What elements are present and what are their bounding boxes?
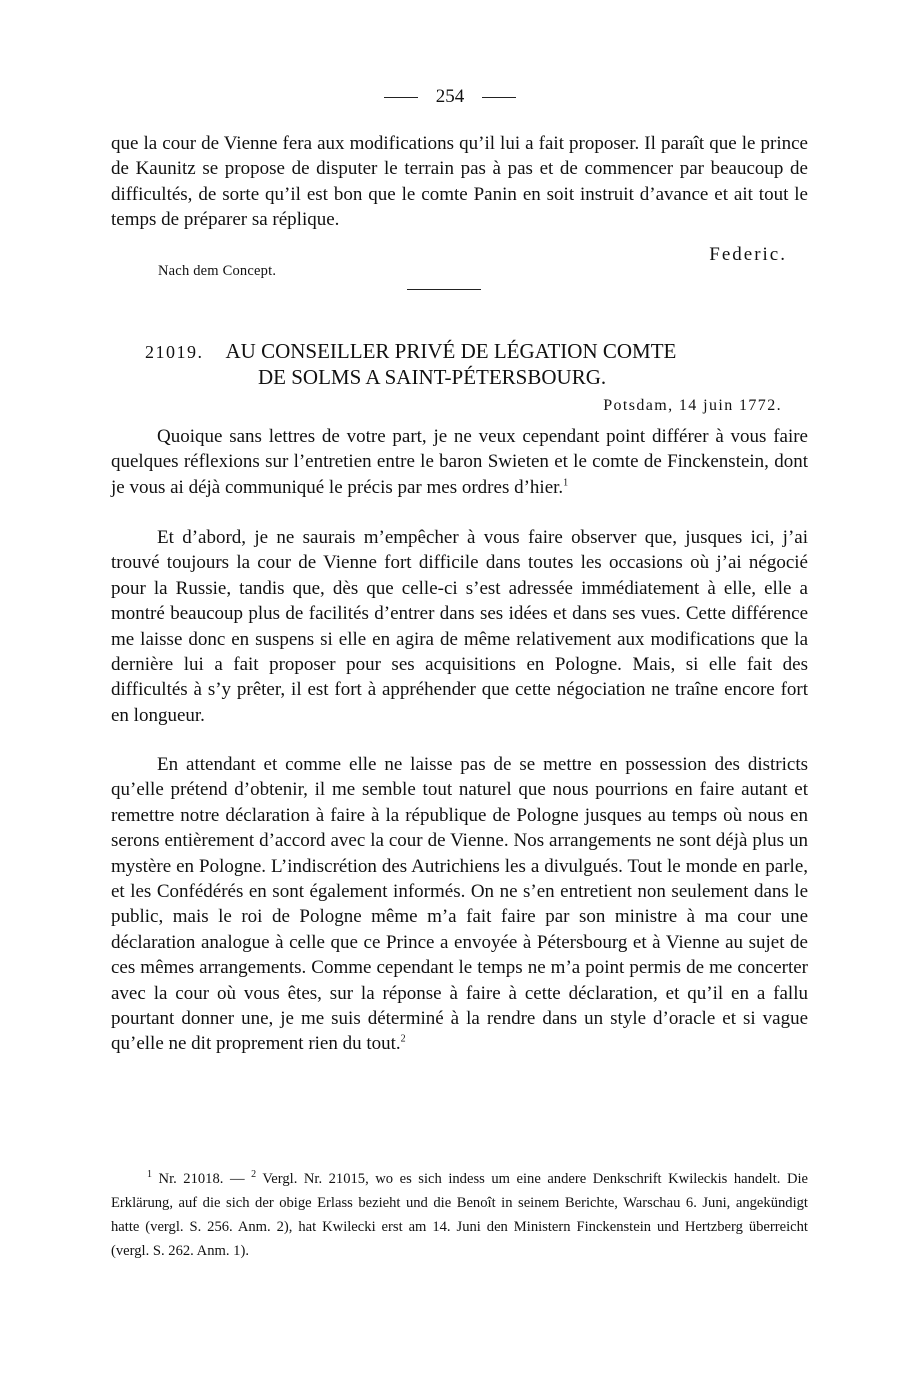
footnote-2: Vergl. Nr. 21015, wo es sich indess um eine andere Denkschrift Kwileckis handelt. Die Erklärung, auf die sich der obige Erlass bezieht und die Benoît in seinem Berichte, Warschau 6. Juni, angekündigt hatte (vergl. S. 256. Anm. 2), hat Kwilecki erst am 14. Juni den Ministern Finckenstein und Hertzberg überreicht (vergl. S. 262. Anm. 1). xyxy=(111,1171,809,1259)
signature: Federic. xyxy=(709,244,787,265)
paragraph-text: En attendant et comme elle ne laisse pas de se mettre en possession des districts qu’elle prétend d’obtenir, il me semble tout naturel que nous pourrions en faire autant et remettre notre déclaration à faire à la république de Pologne jusques au temps où nous en serons entièrement d’accord avec la cour de Vienne. Nos arrangements ne sont déjà plus un mystère en Pologne. L’indiscrétion des Autrichiens les a divulgués. Tout le monde en parle, et les Confédérés en sont également informés. On ne s’en entretient non seulement dans le public, mais le roi de Pologne même m’a fait faire par son ministre à ma cour une déclaration analogue à celle que ce Prince a envoyée à Pétersbourg et à Vienne au sujet de ces mêmes arrangements. Comme cependant le temps ne m’a point permis de me concerter avec la cour où vous êtes, sur la réponse à faire à cette déclaration, et qu’il en a fallu pourtant donner une, je me suis déterminé à la rendre dans un style d’oracle et si vague qu’elle ne dit proprement rien du tout. xyxy=(111,754,808,1055)
footnote-ref: 2 xyxy=(400,1034,406,1046)
heading-line-1: AU CONSEILLER PRIVÉ DE LÉGATION COMTE xyxy=(225,339,677,363)
footnote-1: Nr. 21018. — xyxy=(158,1171,245,1187)
dateline: Potsdam, 14 juin 1772. xyxy=(603,397,782,414)
footnote-mark-1: 1 xyxy=(147,1169,152,1181)
header-dash-right xyxy=(482,97,516,98)
footnote-ref: 1 xyxy=(563,477,569,489)
paragraph-text: Et d’abord, je ne saurais m’empêcher à vous faire observer que, jusques ici, j’ai trouvé toujours la cour de Vienne fort difficile dans toutes les occasions où j’ai négocié pour la Russie, tandis que, dès que celle-ci s’est adressée immédiatement à elle, elle a montré beaucoup plus de facilités d’entrer dans ses idées et dans ses vues. Cette différence me laisse donc en suspens si elle en agira de même relativement aux modifications que la dernière lui a fait proposer pour ses acquisitions en Pologne. Mais, si elle fait des difficultés à s’y prêter, il est fort à appréhender que cette négociation ne traîne encore fort en longueur. xyxy=(111,527,808,726)
source-note: Nach dem Concept. xyxy=(158,263,277,279)
header-dash-left xyxy=(384,97,418,98)
heading-line-2: DE SOLMS A SAINT-PÉTERSBOURG. xyxy=(258,365,607,389)
footnotes xyxy=(111,1167,808,1263)
continuation-paragraph: que la cour de Vienne fera aux modifications qu’il lui a fait proposer. Il paraît que le prince de Kaunitz se propose de disputer le terrain pas à pas et de commencer par beaucoup de difficultés, de sorte qu’il est bon que le comte Panin en soit instruit d’avance et ait tout le temps de préparer sa réplique. xyxy=(111,133,808,231)
body-paragraph-2 xyxy=(111,525,808,728)
body-paragraph-1 xyxy=(111,424,808,500)
page-number: 254 xyxy=(435,86,465,107)
footnote-mark-2: 2 xyxy=(251,1169,257,1181)
paragraph-text: Quoique sans lettres de votre part, je ne veux cependant point différer à vous faire quelques réflexions sur l’entretien entre le baron Swieten et le comte de Finckenstein, dont je vous ai déjà communiqué le précis par mes ordres d’hier. xyxy=(111,426,808,498)
section-divider xyxy=(407,289,481,290)
document-heading xyxy=(145,339,795,390)
page-header xyxy=(0,86,900,108)
document-number: 21019. xyxy=(145,342,204,362)
body-paragraph-3 xyxy=(111,752,808,1057)
